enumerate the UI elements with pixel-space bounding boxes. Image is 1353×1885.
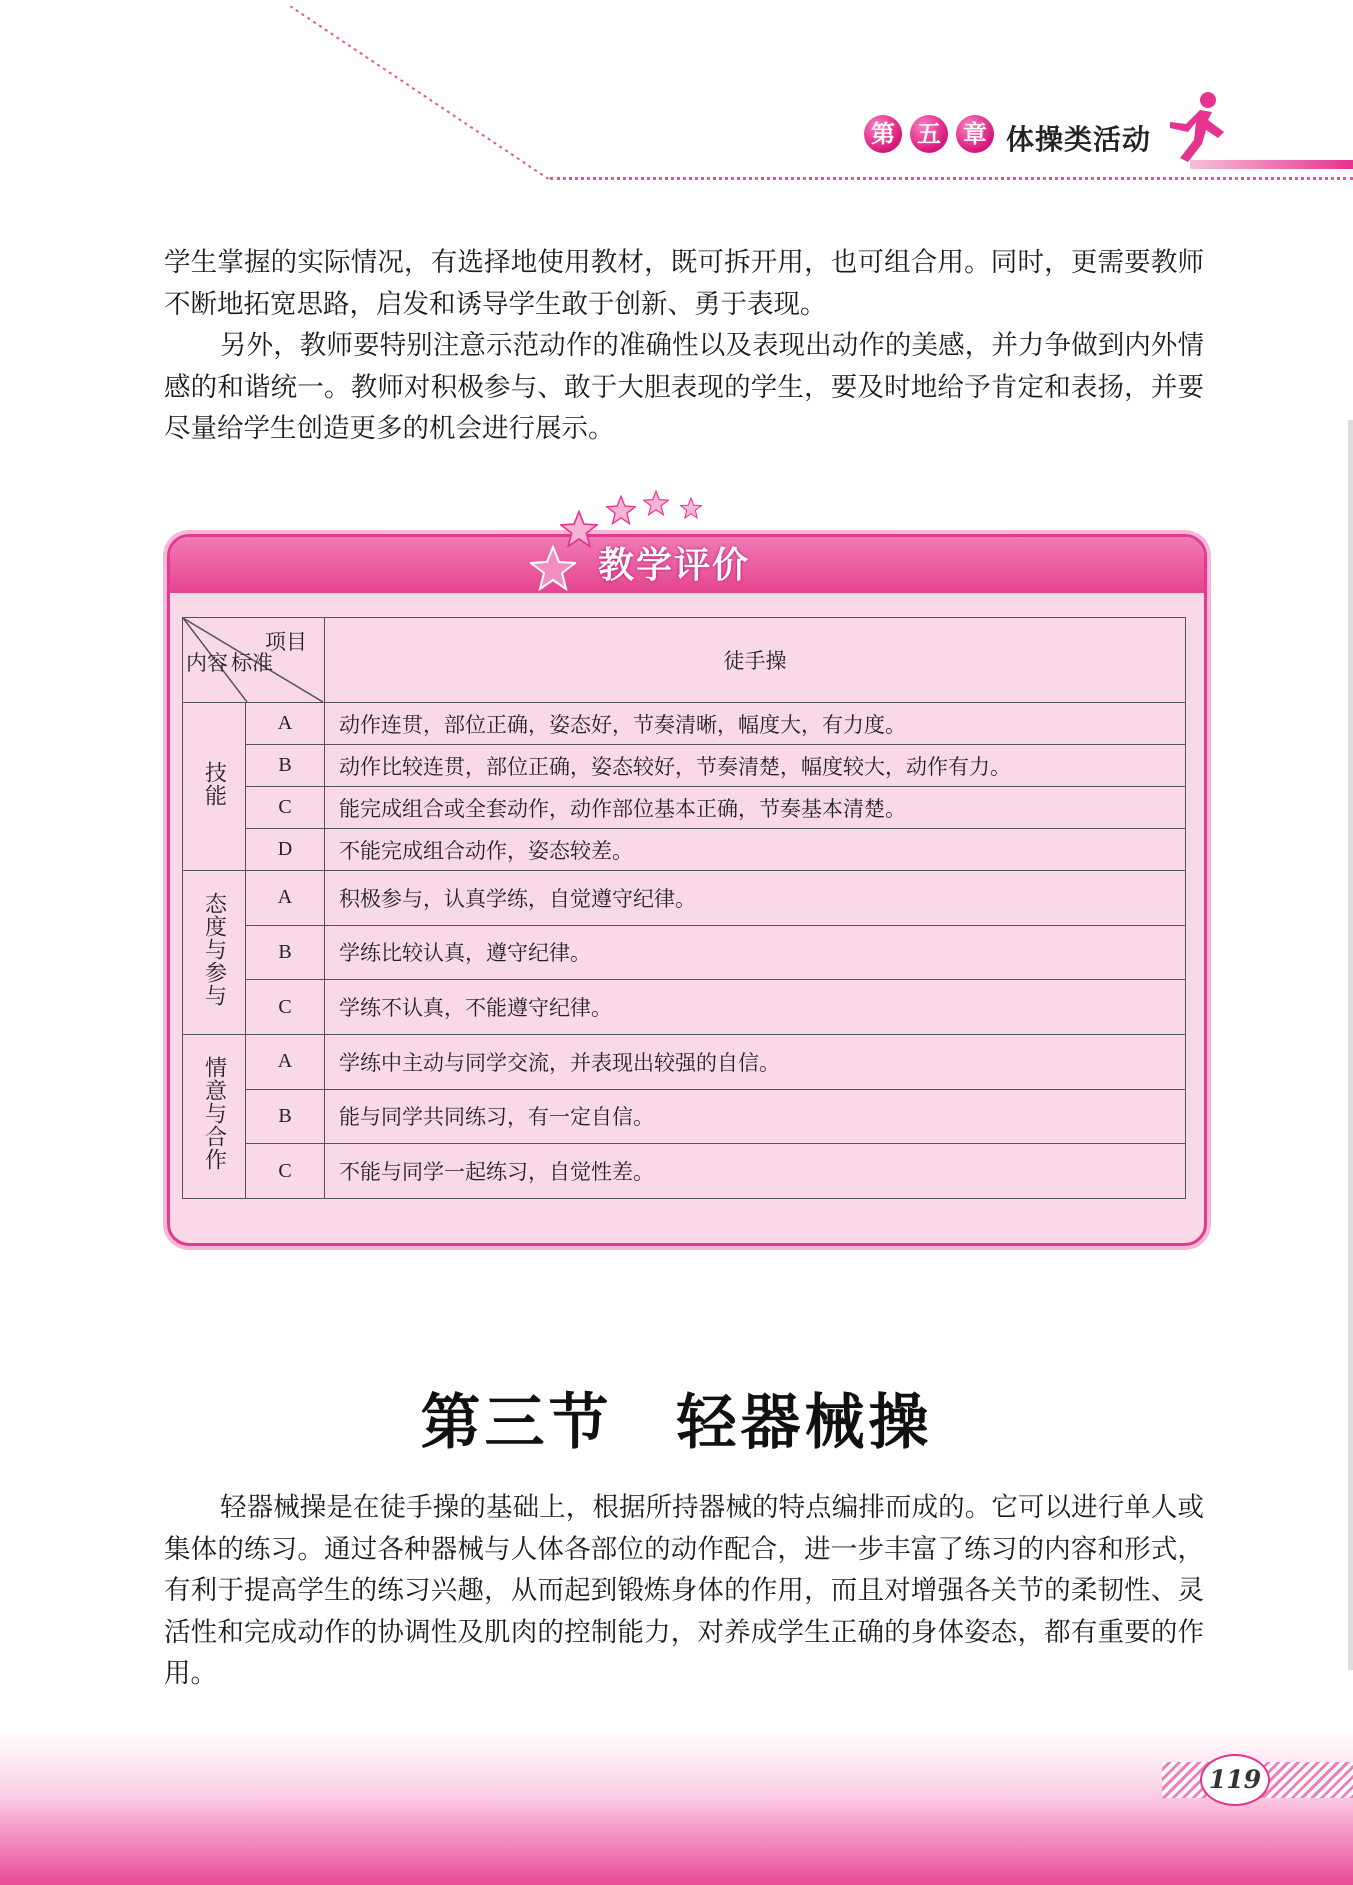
- description-cell: 动作比较连贯，部位正确，姿态较好，节奏清楚，幅度较大，动作有力。: [325, 745, 1186, 787]
- table-row: [183, 925, 1186, 980]
- header-dotted-rule: [550, 177, 1353, 180]
- category-label: 态度与参与: [201, 892, 227, 1008]
- grade-cell: B: [246, 1089, 325, 1144]
- table-row: [183, 787, 1186, 829]
- grade-cell: B: [246, 745, 325, 787]
- description-cell: 学练中主动与同学交流，并表现出较强的自信。: [325, 1034, 1186, 1089]
- description-cell: 学练比较认真，遵守纪律。: [325, 925, 1186, 980]
- table-row: [183, 829, 1186, 871]
- running-person-icon: [1160, 90, 1230, 166]
- table-row: [183, 703, 1186, 745]
- intro-paragraph-2: 另外，教师要特别注意示范动作的准确性以及表现出动作的美感，并力争做到内外情感的和谐统一。教师对积极参与、敢于大胆表现的学生，要及时地给予肯定和表扬，并要尽量给学生创造更多的机会进行展示。: [164, 330, 1204, 444]
- table-row: [183, 745, 1186, 787]
- header-diagonal-dotted-line: [290, 6, 580, 186]
- grade-cell: D: [246, 829, 325, 871]
- table-row: [183, 1034, 1186, 1089]
- description-cell: 能与同学共同练习，有一定自信。: [325, 1089, 1186, 1144]
- description-cell: 动作连贯，部位正确，姿态好，节奏清晰，幅度大，有力度。: [325, 703, 1186, 745]
- grade-cell: A: [246, 871, 325, 926]
- star-icon: [680, 497, 702, 519]
- table-row: [183, 980, 1186, 1035]
- intro-paragraph-1: 学生掌握的实际情况，有选择地使用教材，既可拆开用，也可组合用。同时，更需要教师不断地拓宽思路，启发和诱导学生敢于创新、勇于表现。: [164, 247, 1204, 320]
- page-edge-shadow: [1348, 420, 1353, 1670]
- chapter-badge-di: 第: [864, 115, 902, 153]
- grade-cell: C: [246, 787, 325, 829]
- category-label: 技能: [201, 761, 227, 807]
- page-number: 119: [1200, 1754, 1270, 1806]
- column-header-freehand: 徒手操: [325, 618, 1186, 703]
- grade-cell: B: [246, 925, 325, 980]
- chapter-badge-wu: 五: [910, 115, 948, 153]
- section-paragraph: 轻器械操是在徒手操的基础上，根据所持器械的特点编排而成的。它可以进行单人或集体的练习。通过各种器械与人体各部位的动作配合，进一步丰富了练习的内容和形式，有利于提高学生的练习兴趣，从而起到锻炼身体的作用，而且对增强各关节的柔韧性、灵活性和完成动作的协调性及肌肉的控制能力，对养成学生正确的身体姿态，都有重要的作用。: [164, 1492, 1204, 1689]
- grade-cell: C: [246, 1144, 325, 1199]
- table-corner-cell: [183, 618, 325, 703]
- description-cell: 能完成组合或全套动作，动作部位基本正确，节奏基本清楚。: [325, 787, 1186, 829]
- category-cell-skill: [183, 703, 246, 871]
- star-icon: [530, 545, 576, 591]
- category-cell-attitude: [183, 871, 246, 1035]
- category-cell-emotion: [183, 1034, 246, 1198]
- table-row: [183, 1089, 1186, 1144]
- category-label: 情意与合作: [201, 1056, 227, 1172]
- description-cell: 积极参与，认真学练，自觉遵守纪律。: [325, 871, 1186, 926]
- chapter-title: 体操类活动: [1006, 123, 1152, 156]
- star-icon: [643, 490, 669, 516]
- description-cell: 不能完成组合动作，姿态较差。: [325, 829, 1186, 871]
- chapter-badge-zhang: 章: [956, 115, 994, 153]
- star-icon: [606, 495, 636, 525]
- table-header-row: [183, 618, 1186, 703]
- corner-label-standard: 标准: [231, 651, 273, 675]
- grade-cell: A: [246, 1034, 325, 1089]
- header-pink-bar: [1190, 160, 1353, 169]
- evaluation-table: [182, 617, 1186, 1199]
- grade-cell: A: [246, 703, 325, 745]
- description-cell: 不能与同学一起练习，自觉性差。: [325, 1144, 1186, 1199]
- corner-label-item: 项目: [265, 630, 307, 654]
- table-row: [183, 1144, 1186, 1199]
- evaluation-title: 教学评价: [598, 545, 751, 586]
- table-row: [183, 871, 1186, 926]
- description-cell: 学练不认真，不能遵守纪律。: [325, 980, 1186, 1035]
- grade-cell: C: [246, 980, 325, 1035]
- star-icon: [560, 510, 598, 548]
- footer-pink-band: [0, 1730, 1353, 1885]
- corner-label-content: 内容: [186, 651, 228, 675]
- section-title: 第三节 轻器械操: [420, 1388, 933, 1458]
